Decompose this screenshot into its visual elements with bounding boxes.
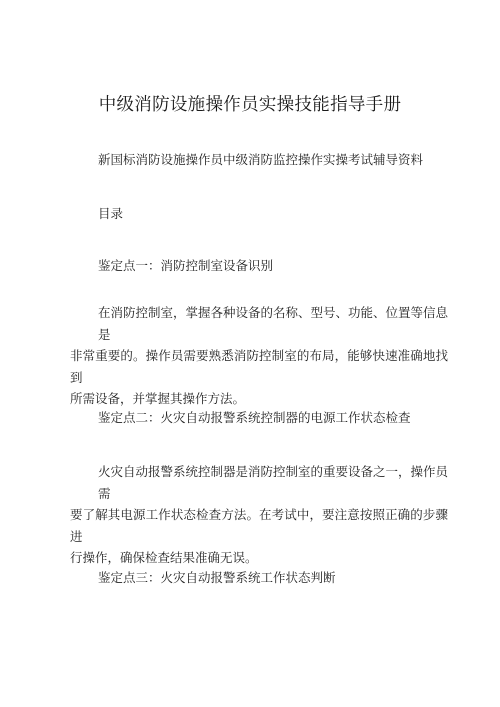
section-heading-1: 鉴定点一：消防控制室设备识别 <box>98 258 274 273</box>
document-title: 中级消防设施操作员实操技能指导手册 <box>98 95 402 115</box>
section-body-2 <box>70 461 449 569</box>
section-body-2-line-2: 要了解其电源工作状态检查方法。在考试中，要注意按照正确的步骤进 <box>70 507 448 544</box>
section-heading-2: 鉴定点二：火灾自动报警系统控制器的电源工作状态检查 <box>98 410 411 425</box>
section-body-1-line-3: 所需设备，并掌握其操作方法。 <box>70 391 246 406</box>
section-body-2-line-3: 行操作，确保检查结果准确无误。 <box>70 550 258 565</box>
section-heading-3: 鉴定点三：火灾自动报警系统工作状态判断 <box>98 570 336 585</box>
section-body-2-line-1: 火灾自动报警系统控制器是消防控制室的重要设备之一，操作员需 <box>98 464 449 501</box>
section-body-1 <box>70 302 449 410</box>
document-subtitle: 新国标消防设施操作员中级消防监控操作实操考试辅导资料 <box>98 152 424 167</box>
section-body-1-line-2: 非常重要的。操作员需要熟悉消防控制室的布局，能够快速准确地找到 <box>70 348 448 385</box>
toc-label: 目录 <box>98 206 124 221</box>
section-body-1-line-1: 在消防控制室，掌握各种设备的名称、型号、功能、位置等信息是 <box>98 305 449 342</box>
